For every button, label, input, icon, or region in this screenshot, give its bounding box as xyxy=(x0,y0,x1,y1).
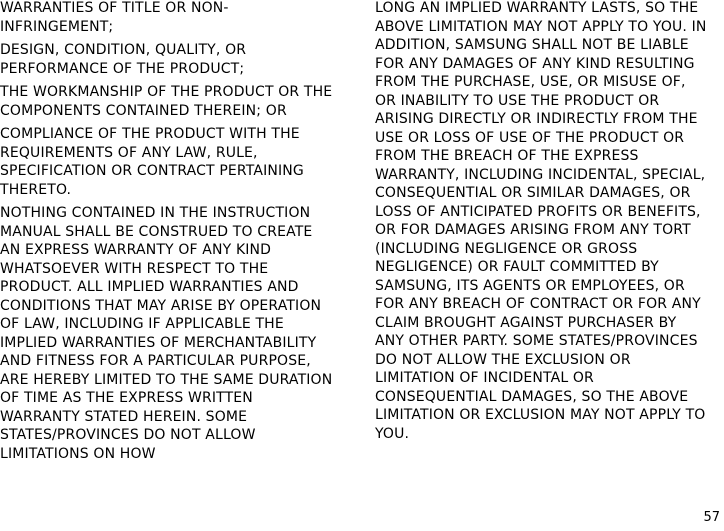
warranty-clause-design: DESIGN, CONDITION, QUALITY, OR PERFORMANCE OF THE PRODUCT; xyxy=(0,42,247,77)
warranty-clause-title: WARRANTIES OF TITLE OR NON-INFRINGEMENT; xyxy=(0,0,229,35)
right-text-column xyxy=(375,0,709,448)
limitation-of-liability-paragraph: LONG AN IMPLIED WARRANTY LASTS, SO THE ABOVE LIMITATION MAY NOT APPLY TO YOU. IN ADDITION, SAMSUNG SHALL NOT BE LIABLE FOR ANY DAMAGES OF ANY KIND RESULTING FROM THE PURCHASE, USE, OR MISUSE OF, OR INABILITY TO USE THE PRODUCT OR ARISING DIRECTLY OR INDIRECTLY FROM THE USE OR LOSS OF USE OF THE PRODUCT OR FROM THE BREACH OF THE EXPRESS WARRANTY, INCLUDING INCIDENTAL, SPECIAL, CONSEQUENTIAL OR SIMILAR DAMAGES, OR LOSS OF ANTICIPATED PROFITS OR BENEFITS, OR FOR DAMAGES ARISING FROM ANY TORT (INCLUDING NEGLIGENCE OR GROSS NEGLIGENCE) OR FAULT COMMITTED BY SAMSUNG, ITS AGENTS OR EMPLOYEES, OR FOR ANY BREACH OF CONTRACT OR FOR ANY CLAIM BROUGHT AGAINST PURCHASER BY ANY OTHER PARTY. SOME STATES/PROVINCES DO NOT ALLOW THE EXCLUSION OR LIMITATION OF INCIDENTAL OR CONSEQUENTIAL DAMAGES, SO THE ABOVE LIMITATION OR EXCLUSION MAY NOT APPLY TO YOU. xyxy=(375,0,707,442)
left-text-column xyxy=(0,0,334,468)
page-number: 57 xyxy=(703,510,720,525)
warranty-clause-workmanship: THE WORKMANSHIP OF THE PRODUCT OR THE COMPONENTS CONTAINED THEREIN; OR xyxy=(0,84,333,119)
warranty-clause-compliance: COMPLIANCE OF THE PRODUCT WITH THE REQUIREMENTS OF ANY LAW, RULE, SPECIFICATION OR CONTRACT PERTAINING THERETO. xyxy=(0,126,304,198)
implied-warranty-paragraph: NOTHING CONTAINED IN THE INSTRUCTION MANUAL SHALL BE CONSTRUED TO CREATE AN EXPRESS WARRANTY OF ANY KIND WHATSOEVER WITH RESPECT TO THE PRODUCT. ALL IMPLIED WARRANTIES AND CONDITIONS THAT MAY ARISE BY OPERATION OF LAW, INCLUDING IF APPLICABLE THE IMPLIED WARRANTIES OF MERCHANTABILITY AND FITNESS FOR A PARTICULAR PURPOSE, ARE HEREBY LIMITED TO THE SAME DURATION OF TIME AS THE EXPRESS WRITTEN WARRANTY STATED HEREIN. SOME STATES/PROVINCES DO NOT ALLOW LIMITATIONS ON HOW xyxy=(0,205,333,462)
